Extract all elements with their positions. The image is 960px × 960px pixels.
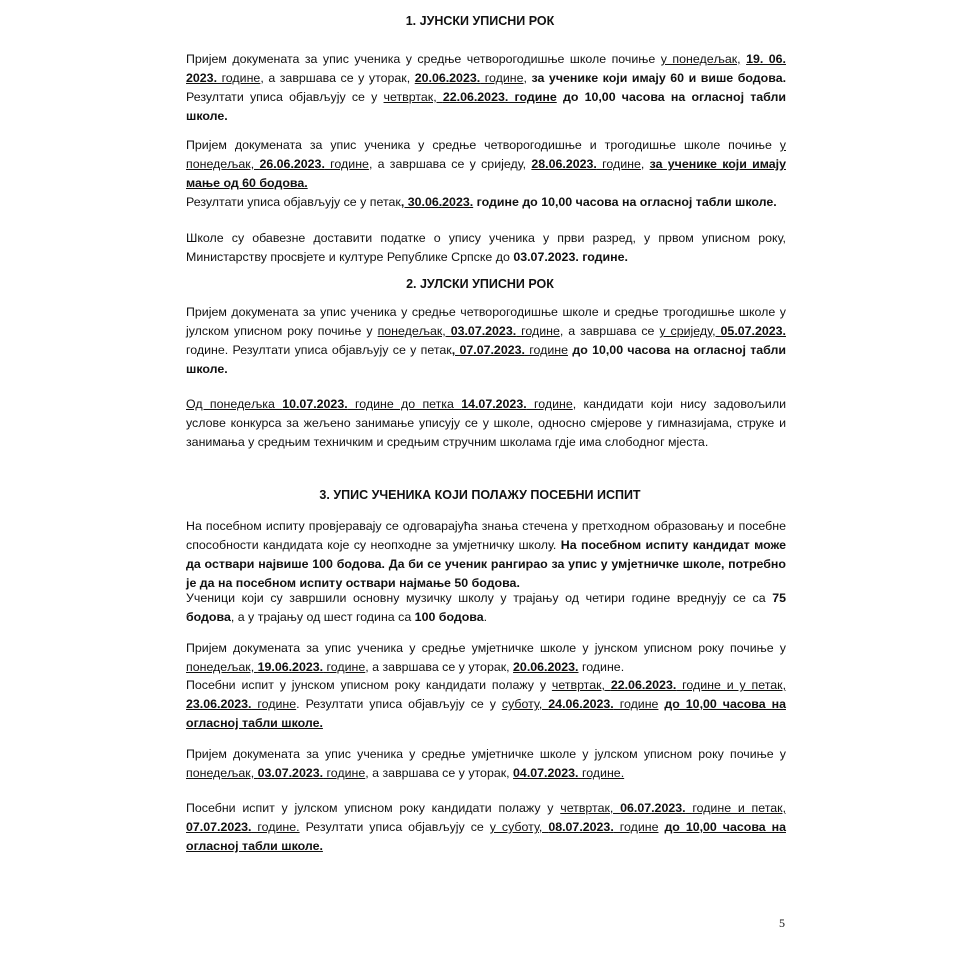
paragraph (186, 229, 786, 267)
text-run: 04.07.2023. (513, 766, 579, 780)
text-run: године (480, 71, 524, 85)
section-heading-special-exam: 3. УПИС УЧЕНИКА КОЈИ ПОЛАЖУ ПОСЕБНИ ИСПИТ (319, 488, 641, 502)
paragraph (186, 517, 786, 593)
page-number: 5 (779, 916, 785, 930)
text-run: године и у петак, (676, 678, 787, 692)
text-run: 03.07.2023. године. (513, 250, 628, 264)
text-run: 19.06.2023. (257, 660, 324, 674)
text-run: године (613, 697, 659, 711)
text-run: у суботу, (489, 820, 549, 834)
text-run: , (523, 71, 532, 85)
text-run: . (483, 610, 488, 624)
text-run: , а завршава се у уторак, (365, 766, 514, 780)
text-run: На посебном испиту кандидат може да оствари највише 100 бодова. Да би се ученик рангирао за упис у умјетничке школе, потребно је да на посебном испиту оствари најмање 50 бодова. (186, 538, 786, 590)
text-run: , (640, 157, 650, 171)
text-run: године (324, 157, 369, 171)
paragraph (186, 639, 786, 677)
text-run: Резултати уписа објављују се у (186, 90, 384, 104)
text-run: 05.07.2023. (720, 324, 786, 338)
text-run: године (613, 820, 659, 834)
text-run: , 30.06.2023. (400, 195, 474, 209)
text-run: 24.06.2023. (548, 697, 614, 711)
text-run: године до 10,00 часова на огласној табли школе. (473, 195, 777, 209)
text-run: , а завршава се у уторак, (365, 660, 514, 674)
paragraph (186, 799, 786, 856)
text-run: 20.06.2023. (414, 71, 481, 85)
text-run: 23.06.2023. (186, 697, 252, 711)
text-run: Пријем докумената за упис ученика у средње умјетничке школе у јулском уписном року почиње у (186, 747, 786, 761)
section-heading-june: 1. ЈУНСКИ УПИСНИ РОК (405, 14, 555, 28)
text-run: Школе су обавезне доставити податке о упису ученика у први разред, у првом уписном року, Министарству просвјете и културе Републике Српске до (186, 231, 786, 264)
text-run: 14.07.2023. (461, 397, 527, 411)
paragraph (186, 303, 786, 379)
text-run: 10.07.2023. (282, 397, 348, 411)
text-run: Од понедељка (186, 397, 283, 411)
text-run: до 10,00 часова на огласној табли школе. (186, 90, 786, 123)
text-run: 100 бодова (414, 610, 484, 624)
text-run: понедељак, (186, 660, 258, 674)
text-run: . Резултати уписа објављују се у (296, 697, 502, 711)
paragraph (186, 50, 786, 126)
text-run: 22.06.2023. (610, 678, 677, 692)
paragraph (186, 589, 786, 627)
text-run: , а у трајању од шест година са (230, 610, 415, 624)
text-run: у понедељак, (186, 138, 786, 171)
text-run: године до петка (347, 397, 462, 411)
text-run: 08.07.2023. (548, 820, 614, 834)
text-run: , а завршава се (559, 324, 660, 338)
text-run: године (323, 660, 366, 674)
text-run: 07.07.2023. (186, 820, 252, 834)
text-run: Пријем докумената за упис ученика у средње четворогодишње и трогодишње школе почиње (186, 138, 780, 152)
paragraph (186, 745, 786, 783)
text-run: Посебни испит у јулском уписном року кандидати полажу у (186, 801, 561, 815)
text-run: 26.06.2023. (259, 157, 325, 171)
text-run: 22.06.2023. године (442, 90, 557, 104)
paragraph (186, 193, 786, 212)
text-run: четвртак, (560, 801, 621, 815)
text-run: године (516, 324, 560, 338)
text-run: Пријем докумената за упис ученика у средње четворогодишње школе и средње трогодишње школе у јулском уписном року почиње у (186, 305, 786, 338)
text-run: у понедељак, (660, 52, 741, 66)
text-run: године и петак, (685, 801, 787, 815)
paragraph (186, 676, 786, 733)
text-run: за ученике који имају мање од 60 бодова. (186, 157, 786, 190)
text-run: понедељак, (186, 766, 258, 780)
text-run: Резултати уписа објављују се у петак (186, 195, 401, 209)
text-run: Пријем докумената за упис ученика у средње умјетничке школе у јунском уписном року почиње у (186, 641, 786, 655)
paragraph (186, 136, 786, 193)
text-run: 03.07.2023. (450, 324, 517, 338)
text-run: године. (578, 660, 625, 674)
text-run: године (526, 397, 573, 411)
text-run: , а завршава се у сриједу, (368, 157, 532, 171)
text-run: 75 бодова (186, 591, 786, 624)
text-run: 19. 06. 2023. (186, 52, 786, 85)
text-run: 28.06.2023. (531, 157, 597, 171)
text-run: , кандидати који нису задовољили услове конкурса за жељено занимање уписују се у школе, односно смјерове у гимназијама, струке и занимања у средњим техничким и средњим стручним школама гдје има слободног мјеста. (186, 397, 787, 449)
text-run: године (251, 697, 297, 711)
text-run: 03.07.2023. (257, 766, 324, 780)
text-run: до 10,00 часова на огласној табли школе. (186, 697, 786, 730)
text-run: , 07.07.2023. (451, 343, 525, 357)
text-run: године (323, 766, 366, 780)
paragraph (186, 395, 786, 452)
text-run: године. (578, 766, 625, 780)
text-run: понедељак, (377, 324, 451, 338)
text-run: године (217, 71, 261, 85)
text-run: четвртак, (551, 678, 611, 692)
text-run: 20.06.2023. (513, 660, 579, 674)
section-heading-july: 2. ЈУЛСКИ УПИСНИ РОК (406, 277, 554, 291)
text-run: до 10,00 часова на огласној табли школе. (186, 820, 786, 853)
text-run: Посебни испит у јунском уписном року кандидати полажу у (186, 678, 552, 692)
text-run: године. (251, 820, 300, 834)
text-run: године (524, 343, 569, 357)
text-run: у сриједу, (659, 324, 721, 338)
text-run: за ученике који имају 60 и више бодова. (531, 71, 787, 85)
text-run: Резултати уписа објављују се (299, 820, 490, 834)
text-run: Пријем докумената за упис ученика у средње четворогодишње школе почиње (186, 52, 661, 66)
text-run: године. Резултати уписа објављују се у петак (186, 343, 452, 357)
text-run: , а завршава се у уторак, (260, 71, 415, 85)
text-run: до 10,00 часова на огласној табли школе. (186, 343, 786, 376)
text-run: године (596, 157, 641, 171)
text-run: Ученици који су завршили основну музичку школу у трајању од четири године вреднују се са (186, 591, 773, 605)
text-run: суботу, (501, 697, 549, 711)
text-run: 06.07.2023. (620, 801, 686, 815)
text-run: На посебном испиту провјеравају се одговарајућа знања стечена у претходном образовању и посебне способности кандидата које су неопходне за умјетничку школу. (186, 519, 786, 552)
text-run: четвртак, (383, 90, 443, 104)
